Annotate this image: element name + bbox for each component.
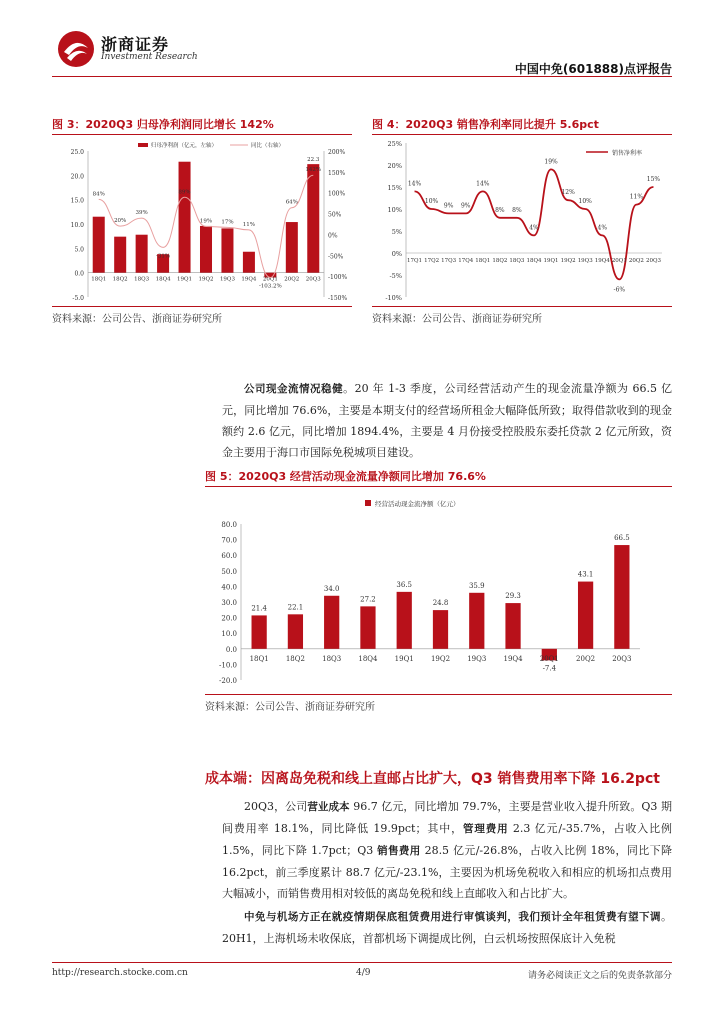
footer-divider bbox=[52, 962, 672, 963]
bar-value-label: -7.4 bbox=[542, 664, 557, 673]
category-label: 20Q2 bbox=[628, 258, 644, 264]
point-value-label: 14% bbox=[476, 180, 490, 188]
bar bbox=[288, 614, 303, 648]
point-value-label: 15% bbox=[646, 176, 661, 183]
tick-label: 10% bbox=[387, 206, 402, 214]
tick-label: 20.0 bbox=[221, 614, 237, 623]
category-label: 20Q3 bbox=[305, 276, 321, 283]
tick-label: 20% bbox=[387, 162, 402, 170]
logo-en-text: Investment Research bbox=[101, 52, 198, 62]
category-label: 20Q1 bbox=[539, 654, 559, 663]
tick-label: -5% bbox=[389, 272, 402, 280]
bar-value-label: 22.1 bbox=[287, 603, 304, 612]
cost-bold-1: 营业成本 bbox=[307, 801, 350, 813]
tick-label: 30.0 bbox=[221, 599, 237, 607]
bar bbox=[221, 228, 233, 272]
bar-value-label: 21.4 bbox=[251, 604, 267, 613]
bar bbox=[397, 592, 412, 649]
rent-paragraph bbox=[222, 906, 672, 949]
figure5-chart bbox=[205, 490, 672, 690]
point-value-label: 19% bbox=[544, 158, 558, 166]
cost-text-2: 96.7 亿元，同比增加 79.7%，主要是营业收入提升所致。Q3 期间费用率 18.1%，同比降低 19.9pct；其中， bbox=[222, 800, 672, 835]
figure5-title-rule bbox=[205, 486, 672, 487]
cost-bold-2: 管理费用 bbox=[462, 823, 509, 835]
category-label: 17Q3 bbox=[441, 258, 457, 264]
tick-label-left: 25.0 bbox=[70, 149, 84, 156]
category-label: 18Q1 bbox=[475, 258, 491, 264]
bar-value-label: 24.8 bbox=[432, 599, 449, 608]
tick-label: -20.0 bbox=[219, 677, 237, 685]
logo-mark-icon bbox=[55, 28, 97, 70]
tick-label: 40.0 bbox=[221, 583, 237, 592]
point-value-label: 14% bbox=[407, 180, 422, 188]
bar bbox=[200, 226, 212, 273]
legend-label-line: 同比（右轴） bbox=[251, 143, 285, 149]
bar bbox=[324, 596, 339, 649]
category-label: 18Q1 bbox=[249, 654, 269, 663]
bar-value-label: 35.9 bbox=[468, 581, 485, 590]
category-label: 17Q1 bbox=[407, 258, 423, 264]
category-label: 19Q4 bbox=[241, 276, 257, 283]
tick-label-right: -100% bbox=[328, 274, 348, 282]
logo-cn-text: 浙商证券 bbox=[101, 35, 170, 54]
tick-label-left: 0.0 bbox=[74, 270, 84, 278]
point-value-label: 10% bbox=[424, 198, 439, 205]
category-label: 18Q4 bbox=[526, 258, 542, 264]
category-label: 19Q4 bbox=[503, 654, 523, 663]
rent-text: 。20H1，上海机场未收保底，首都机场下调提成比例，白云机场按照保底计入免税 bbox=[222, 910, 672, 945]
tick-label: -10% bbox=[385, 294, 402, 302]
figure3-title-rule bbox=[52, 134, 352, 135]
category-label: 19Q2 bbox=[560, 258, 576, 264]
category-label: 17Q4 bbox=[458, 258, 474, 264]
bar bbox=[136, 235, 148, 273]
category-label: 18Q2 bbox=[285, 654, 305, 663]
tick-label-right: 100% bbox=[328, 190, 346, 198]
tick-label: 25% bbox=[387, 140, 402, 148]
line-value-label: 20% bbox=[114, 218, 127, 225]
tick-label-left: 15.0 bbox=[70, 197, 84, 205]
category-label: 18Q4 bbox=[358, 654, 378, 663]
legend-label: 经营活动现金流净额（亿元） bbox=[375, 500, 460, 508]
cashflow-paragraph bbox=[222, 378, 672, 463]
category-label: 18Q1 bbox=[91, 276, 107, 283]
category-label: 20Q1 bbox=[262, 276, 278, 283]
category-label: 17Q2 bbox=[424, 258, 440, 264]
point-value-label: 4% bbox=[597, 224, 608, 232]
tick-label: 70.0 bbox=[221, 536, 237, 545]
cost-text-3: 2.3 亿元/-35.7%，占收入比例 1.5%，同比下降 1.7pct；Q3 bbox=[222, 822, 672, 857]
bar bbox=[93, 217, 105, 273]
point-value-label: 11% bbox=[629, 193, 644, 201]
category-label: 18Q2 bbox=[112, 276, 128, 283]
line-value-label: 11% bbox=[242, 221, 256, 228]
tick-label: 80.0 bbox=[221, 521, 237, 529]
point-value-label: 9% bbox=[443, 202, 454, 210]
bar bbox=[252, 615, 267, 648]
bar-value-label: 29.3 bbox=[505, 592, 521, 601]
line-value-label: 19% bbox=[199, 218, 213, 225]
section-title: 成本端：因离岛免税和线上直邮占比扩大，Q3 销售费用率下降 16.2pct bbox=[205, 771, 660, 787]
figure3-source: 资料来源：公司公告、浙商证券研究所 bbox=[52, 314, 222, 325]
tick-label-right: 150% bbox=[328, 169, 346, 177]
category-label: 19Q1 bbox=[394, 654, 414, 663]
category-label: 20Q3 bbox=[645, 258, 661, 264]
category-label: 19Q1 bbox=[177, 276, 193, 283]
tick-label-right: 50% bbox=[328, 211, 342, 219]
legend-label: 销售净利率 bbox=[612, 150, 643, 157]
figure3-title: 图 3：2020Q3 归母净利润同比增长 142% bbox=[52, 118, 274, 131]
figure4-source: 资料来源：公司公告、浙商证券研究所 bbox=[372, 314, 542, 325]
line-value-label: 89% bbox=[178, 189, 191, 196]
figure4-chart bbox=[372, 137, 672, 304]
cost-paragraph bbox=[222, 796, 672, 904]
report-title: 中国中免(601888)点评报告 bbox=[514, 62, 672, 76]
figure4-bottom-rule bbox=[372, 306, 672, 307]
category-label: 18Q3 bbox=[509, 258, 525, 264]
figure4-title-rule bbox=[372, 134, 672, 135]
bar-value-label: 43.1 bbox=[577, 570, 594, 579]
category-label: 18Q4 bbox=[155, 276, 171, 283]
rent-heading: 中免与机场方正在就疫情期保底租赁费用进行审慎谈判，我们预计全年租赁费有望下调 bbox=[244, 911, 661, 923]
tick-label-left: 20.0 bbox=[70, 173, 84, 181]
tick-label-right: 0% bbox=[328, 232, 338, 240]
tick-label-right: -50% bbox=[328, 253, 344, 261]
bar bbox=[305, 164, 322, 273]
figure5-source: 资料来源：公司公告、浙商证券研究所 bbox=[205, 702, 375, 713]
tick-label: 5% bbox=[391, 228, 402, 236]
tick-label-right: -150% bbox=[328, 295, 348, 302]
bar bbox=[243, 252, 255, 273]
cost-text-1: 20Q3，公司 bbox=[244, 800, 308, 813]
bar bbox=[433, 610, 448, 649]
bar bbox=[614, 545, 629, 649]
cost-text-4: 28.5 亿元/-26.8%，占收入比例 18%，同比下降 16.2pct，前三季度累计 88.7 亿元/-23.1%，主要因为机场免税收入和相应的机场扣点费用大幅减小，而销售费用相对较低的离岛免税和线上直邮收入和占比扩大。 bbox=[222, 844, 672, 900]
header-divider bbox=[52, 76, 672, 77]
tick-label-left: 10.0 bbox=[70, 222, 84, 229]
figure4-title: 图 4：2020Q3 销售净利率同比提升 5.6pct bbox=[372, 118, 599, 131]
tick-label-left: 5.0 bbox=[74, 246, 84, 254]
point-value-label: 8% bbox=[495, 206, 505, 214]
point-value-label: 9% bbox=[460, 202, 471, 210]
legend-swatch-bar bbox=[138, 143, 148, 147]
point-value-label: 12% bbox=[561, 189, 575, 197]
line-value-label: 142% bbox=[305, 167, 322, 174]
tick-label: -10.0 bbox=[219, 661, 237, 670]
category-label: 19Q3 bbox=[467, 654, 487, 663]
figure5-bottom-rule bbox=[205, 694, 672, 695]
bar bbox=[114, 237, 126, 273]
line-value-label: -31% bbox=[156, 253, 171, 260]
category-label: 19Q1 bbox=[543, 258, 559, 264]
category-label: 19Q3 bbox=[577, 258, 593, 264]
bar-value-label: 66.5 bbox=[614, 534, 630, 543]
category-label: 20Q2 bbox=[576, 654, 596, 663]
bar bbox=[505, 603, 520, 649]
footer-disclaimer: 请务必阅读正文之后的免责条款部分 bbox=[527, 971, 672, 981]
figure3-bottom-rule bbox=[52, 306, 352, 307]
tick-label: 50.0 bbox=[221, 567, 237, 576]
cashflow-heading: 公司现金流情况稳健 bbox=[244, 383, 344, 395]
tick-label: 10.0 bbox=[221, 630, 237, 639]
category-label: 20Q1 bbox=[611, 258, 627, 264]
bar bbox=[286, 222, 298, 273]
line-value-label: -103.2% bbox=[258, 283, 282, 290]
category-label: 19Q2 bbox=[198, 276, 214, 283]
legend-label-bar: 归母净利润（亿元，左轴） bbox=[151, 143, 218, 149]
line-value-label: 64% bbox=[285, 199, 298, 206]
category-label: 19Q3 bbox=[219, 276, 235, 283]
bar-value-label: 36.5 bbox=[396, 580, 413, 589]
category-label: 18Q3 bbox=[134, 276, 150, 283]
bar-value-label: 22.3 bbox=[307, 157, 320, 164]
bar-value-label: 34.0 bbox=[323, 584, 340, 593]
point-value-label: 8% bbox=[512, 206, 522, 214]
category-label: 19Q2 bbox=[430, 654, 451, 663]
legend-swatch bbox=[365, 500, 371, 506]
line-value-label: 17% bbox=[221, 219, 234, 226]
bar-value-label: 27.2 bbox=[360, 595, 376, 604]
figure3-chart bbox=[52, 137, 357, 304]
page-number: 4/9 bbox=[356, 968, 371, 978]
tick-label-right: 200% bbox=[328, 149, 346, 156]
category-label: 20Q3 bbox=[612, 654, 632, 663]
line-value-label: 39% bbox=[135, 210, 148, 217]
tick-label-left: -5.0 bbox=[72, 295, 84, 302]
category-label: 18Q2 bbox=[492, 258, 508, 264]
line-value-label: 84% bbox=[92, 191, 105, 198]
category-label: 18Q3 bbox=[322, 654, 342, 663]
cost-bold-3: 销售费用 bbox=[377, 845, 421, 857]
point-value-label: 4% bbox=[529, 224, 539, 232]
category-label: 19Q4 bbox=[594, 258, 610, 264]
category-label: 20Q2 bbox=[284, 276, 300, 283]
point-value-label: 10% bbox=[578, 198, 592, 205]
bar bbox=[578, 582, 593, 649]
bar bbox=[469, 593, 484, 649]
footer-url[interactable]: http://research.stocke.com.cn bbox=[52, 968, 188, 978]
company-logo bbox=[55, 28, 355, 70]
cashflow-text: 。20 年 1-3 季度，公司经营活动产生的现金流量净额为 66.5 亿元，同比增加 76.6%，主要是本期支付的经营场所租金大幅降低所致；取得借款收到的现金额约 2.6 亿元，同比增加 1894.4%，主要是 4 月份接受控股股东委托贷款 2 亿元所致，资金主要用于海口市国际免税城项目建设。 bbox=[222, 382, 673, 459]
point-value-label: -6% bbox=[613, 286, 626, 294]
figure5-title: 图 5：2020Q3 经营活动现金流量净额同比增加 76.6% bbox=[205, 470, 486, 483]
tick-label: 15% bbox=[387, 184, 402, 192]
bar bbox=[179, 162, 191, 273]
tick-label: 60.0 bbox=[221, 552, 237, 561]
bar bbox=[360, 606, 375, 648]
tick-label: 0% bbox=[391, 250, 402, 258]
tick-label: 0.0 bbox=[225, 645, 237, 654]
